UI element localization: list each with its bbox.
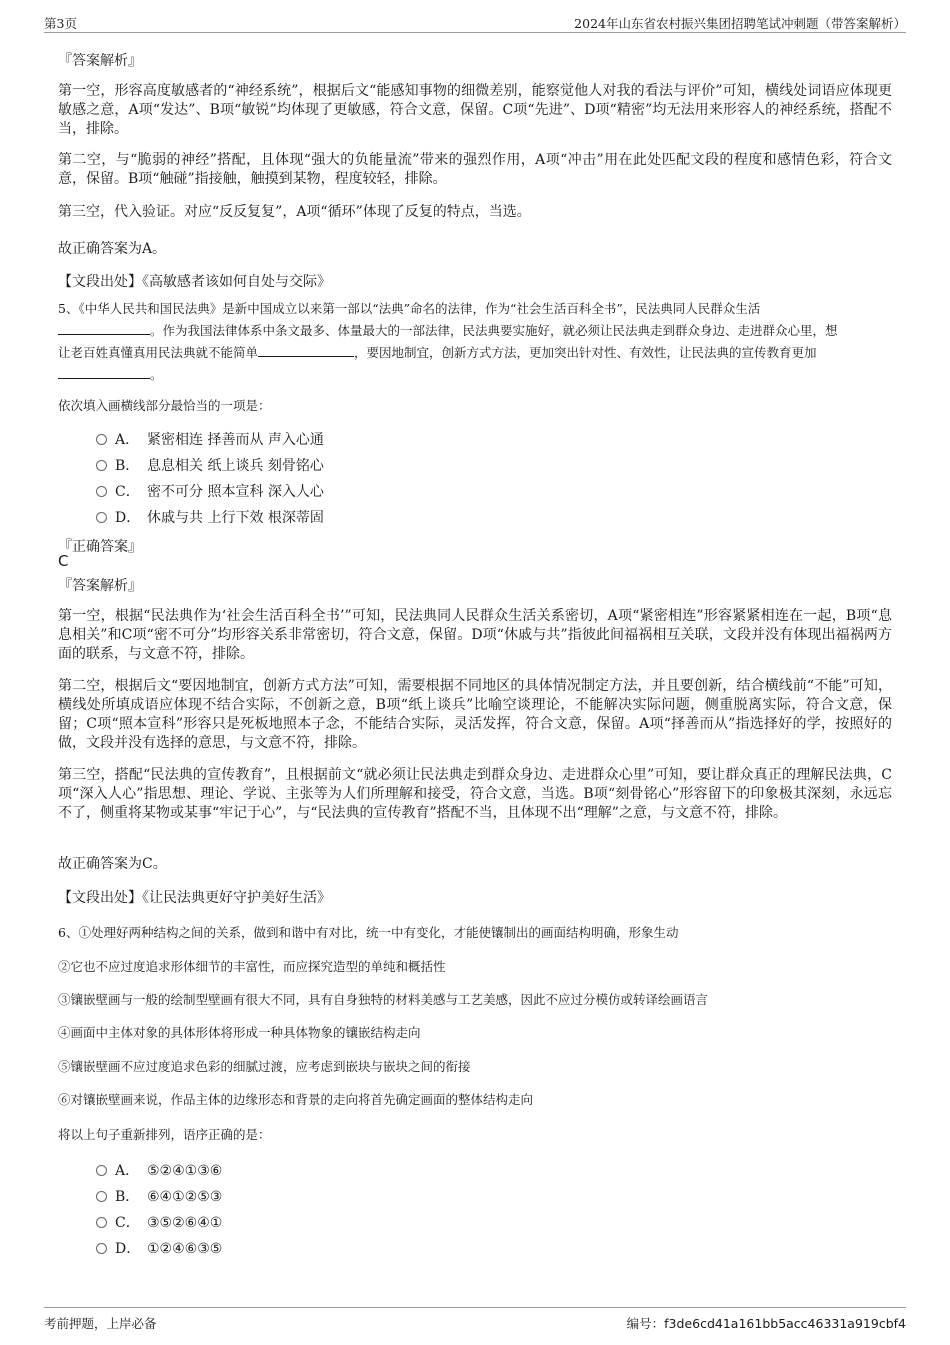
radio-icon[interactable] xyxy=(96,434,107,445)
q6-sentence-1: 6、①处理好两种结构之间的关系，做到和谐中有对比，统一中有变化，才能使镶制出的画面结构明确，形象生动 xyxy=(58,925,679,940)
option-text: 紧密相连 择善而从 声入心通 xyxy=(147,432,324,448)
q4-analysis-label: 『答案解析』 xyxy=(58,53,142,69)
document-code xyxy=(627,1314,906,1332)
footer-slogan: 考前押题，上岸必备 xyxy=(44,1316,157,1331)
option-letter: A． xyxy=(115,432,140,448)
q5-option-c[interactable] xyxy=(96,481,324,501)
q4-analysis-p2: 第二空，与“脆弱的神经”搭配，且体现“强大的负能量流”带来的强烈作用，A项“冲击”用在此处匹配文段的程度和感情色彩，符合文意，保留。B项“触碰”指接触，触摸到某物，程度较轻，排除。 xyxy=(58,152,892,187)
q6-sentence-6: ⑥对镶嵌壁画来说，作品主体的边缘形态和背景的走向将首先确定画面的整体结构走向 xyxy=(58,1092,534,1107)
option-text: 息息相关 纸上谈兵 刻骨铭心 xyxy=(147,458,324,474)
q5-stem-part3: 让老百姓真懂真用民法典就不能简单 xyxy=(58,345,259,360)
q6-option-d[interactable] xyxy=(96,1238,222,1258)
code-label: 编号： xyxy=(626,1316,665,1331)
radio-icon[interactable] xyxy=(96,486,107,497)
q4-analysis-p3: 第三空，代入验证。对应“反反复复”，A项“循环”体现了反复的特点，当选。 xyxy=(58,204,531,220)
answer-blank-2 xyxy=(258,344,354,357)
q5-analysis-p1: 第一空，根据“民法典作为‘社会生活百科全书’”可知，民法典同人民群众生活关系密切，A项“紧密相连”形容紧紧相连在一起，B项“息息相关”和C项“密不可分”均形容关系非常密切，符合文意，保留。D项“休戚与共”指彼此间福祸相互关联，文段并没有体现出福祸两方面的联系，与文意不符，排除。 xyxy=(58,608,892,662)
q5-correct-label: 『正确答案』 xyxy=(58,539,142,555)
q5-stem-part1: 5、《中华人民共和国民法典》是新中国成立以来第一部以“法典”命名的法律，作为“社会生活百科全书”，民法典同人民群众生活 xyxy=(58,301,761,316)
q6-option-a[interactable] xyxy=(96,1160,222,1180)
q6-sentence-2: ②它也不应过度追求形体细节的丰富性，而应探究造型的单纯和概括性 xyxy=(58,959,446,974)
option-letter: C． xyxy=(115,484,140,500)
radio-icon[interactable] xyxy=(96,460,107,471)
page-header xyxy=(44,12,906,33)
q5-option-d[interactable] xyxy=(96,507,324,527)
q5-option-a[interactable] xyxy=(96,429,324,449)
q6-option-b[interactable] xyxy=(96,1186,222,1206)
option-text: 密不可分 照本宣科 深入人心 xyxy=(147,484,324,500)
page-number: 第3页 xyxy=(44,16,77,31)
q6-sentence-5: ⑤镶嵌壁画不应过度追求色彩的细腻过渡，应考虑到嵌块与嵌块之间的衔接 xyxy=(58,1059,471,1074)
option-letter: A． xyxy=(115,1163,140,1179)
q5-stem-part2: 。作为我国法律体系中条文最多、体量最大的一部法律，民法典要实施好，就必须让民法典走到群众身边、走进群众心里，想 xyxy=(150,323,838,338)
q6-sentence-3: ③镶嵌壁画与一般的绘制型壁画有很大不同，具有自身独特的材料美感与工艺美感，因此不应过分模仿或转译绘画语言 xyxy=(58,992,709,1007)
option-text: ⑤②④①③⑥ xyxy=(147,1163,223,1179)
q5-analysis-label: 『答案解析』 xyxy=(58,578,142,594)
radio-icon[interactable] xyxy=(96,1243,107,1254)
option-text: ③⑤②⑥④① xyxy=(147,1215,223,1231)
option-letter: D． xyxy=(115,1241,141,1257)
page-footer xyxy=(44,1307,906,1334)
q5-correct-answer: C xyxy=(58,552,69,570)
q6-option-c[interactable] xyxy=(96,1212,222,1232)
option-text: ⑥④①②⑤③ xyxy=(147,1189,223,1205)
option-letter: B． xyxy=(115,458,140,474)
option-letter: B． xyxy=(115,1189,140,1205)
q5-option-b[interactable] xyxy=(96,455,324,475)
radio-icon[interactable] xyxy=(96,1217,107,1228)
q4-conclusion: 故正确答案为A。 xyxy=(58,241,167,257)
radio-icon[interactable] xyxy=(96,512,107,523)
option-text: ①②④⑥③⑤ xyxy=(147,1241,223,1257)
answer-blank-1 xyxy=(58,322,150,335)
q6-prompt: 将以上句子重新排列，语序正确的是： xyxy=(58,1127,271,1142)
q6-sentence-4: ④画面中主体对象的具体形体将形成一种具体物象的镶嵌结构走向 xyxy=(58,1025,421,1040)
radio-icon[interactable] xyxy=(96,1191,107,1202)
q5-stem xyxy=(58,298,892,386)
code-value: f3de6cd41a161bb5acc46331a919cbf4 xyxy=(664,1316,906,1331)
option-letter: D． xyxy=(115,510,141,526)
option-text: 休戚与共 上行下效 根深蒂固 xyxy=(147,510,324,526)
q5-conclusion: 故正确答案为C。 xyxy=(58,856,167,872)
q5-stem-part4: ，要因地制宜，创新方式方法，更加突出针对性、有效性，让民法典的宣传教育更加 xyxy=(354,345,817,360)
q4-source: 【文段出处】《高敏感者该如何自处与交际》 xyxy=(58,274,331,290)
q5-analysis-p3: 第三空，搭配“民法典的宣传教育”，且根据前文“就必须让民法典走到群众身边、走进群众心里”可知，要让群众真正的理解民法典，C项“深入人心”指思想、理论、学说、主张等为人们所理解和接受，符合文意，当选。B项“刻骨铭心”形容留下的印象极其深刻，永远忘不了，侧重将某物或某事“牢记于心”，与“民法典的宣传教育”搭配不当，且体现不出“理解”之意，与文意不符，排除。 xyxy=(58,767,892,821)
q5-source: 【文段出处】《让民法典更好守护美好生活》 xyxy=(58,890,331,906)
q4-analysis-p1: 第一空，形容高度敏感者的“神经系统”，根据后文“能感知事物的细微差别，能察觉他人对我的看法与评价”可知，横线处词语应体现更敏感之意，A项“发达”、B项“敏锐”均体现了更敏感，符合文意，保留。C项“先进”、D项“精密”均无法用来形容人的神经系统，搭配不当，排除。 xyxy=(58,83,892,137)
q5-prompt: 依次填入画横线部分最恰当的一项是： xyxy=(58,398,271,413)
answer-blank-3 xyxy=(58,366,150,379)
document-title: 2024年山东省农村振兴集团招聘笔试冲刺题（带答案解析） xyxy=(574,16,906,31)
radio-icon[interactable] xyxy=(96,1165,107,1176)
option-letter: C． xyxy=(115,1215,140,1231)
q5-stem-part5: 。 xyxy=(150,367,163,382)
q5-analysis-p2: 第二空，根据后文“要因地制宜，创新方式方法”可知，需要根据不同地区的具体情况制定方法，并且要创新，结合横线前“不能”可知，横线处所填成语应体现不结合实际，不创新之意，B项“纸上谈兵”比喻空谈理论，不能解决实际问题，侧重脱离实际，符合文意，保留；C项“照本宣科”形容只是死板地照本子念，不能结合实际，灵活发挥，符合文意，保留。A项“择善而从”指选择好的学，按照好的做，文段并没有选择的意思，与文意不符，排除。 xyxy=(58,678,892,751)
